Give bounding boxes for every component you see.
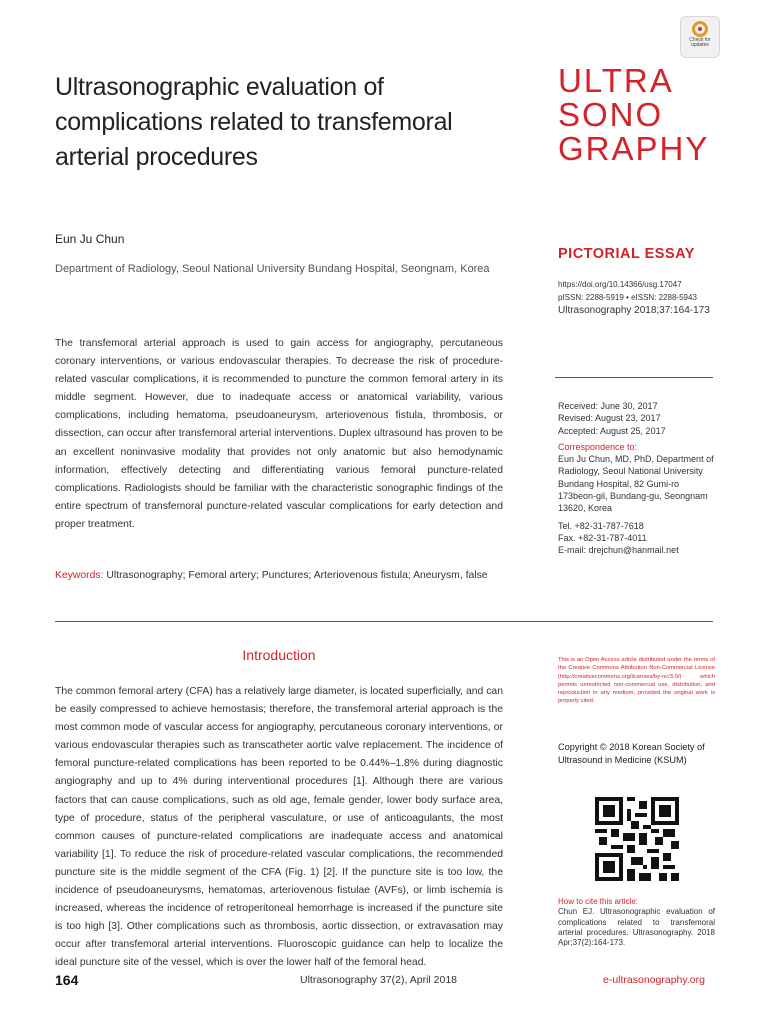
doi-block xyxy=(558,278,697,304)
keywords-label: Keywords: xyxy=(55,570,104,581)
divider-main xyxy=(55,621,713,622)
article-type: PICTORIAL ESSAY xyxy=(558,246,695,262)
introduction-body: The common femoral artery (CFA) has a relatively large diameter, is located superficially, and can be easily compressed to achieve hemostasis; therefore, the transfemoral arterial approach is the most common mode of vascular access for angiography, percutaneous coronary interventions, or various endovascular therapies such as transcatheter aortic valve replacement. The incidence of femoral puncture-related complications has been reported to be 0.44%–1.8% during diagnostic angiography and up to 4% during interventional procedures [1]. Although there are various factors that can cause complications, such as old age, female gender, lower body surface area, type of procedure, status of the peripheral vasculature, or use of anticoagulants, the most common causes of puncture-related complications are inadequate access and anatomical variability [1]. To reduce the risk of procedure-related vascular complications, the recommended puncture site is the middle segment of the CFA (Fig. 1) [2]. If the puncture site is too low, the incidence of pseudoaneurysms, hematomas, arteriovenous fistulae (AVFs), or limb ischemia is increased, whereas the incidence of retroperitoneal hemorrhage is increased if the puncture site is too high [3]. Other complications such as thrombosis, aortic dissection, or extravasation may occur after transfemoral arterial interventions. Fluoroscopic guidance can help to localize the ideal puncture site of the vessel, which is over the lower half of the femoral head. xyxy=(55,686,503,969)
correspondence-address: Eun Ju Chun, MD, PhD, Department of Radiology, Seoul National University Bundang Hospital, 82 Gumi-ro 173beon-gil, Bundang-gu, Seongnam 13620, Korea xyxy=(558,454,714,514)
logo-line-2: SONO xyxy=(558,96,664,133)
section-heading-introduction: Introduction xyxy=(242,647,316,663)
correspondence-fax: Fax. +82-31-787-4011 xyxy=(558,532,647,543)
correspondence-label: Correspondence to: xyxy=(558,441,638,452)
doi-link[interactable]: https://doi.org/10.14366/usg.17047 xyxy=(558,280,682,289)
article-history xyxy=(558,400,718,557)
article-title: Ultrasonographic evaluation of complications related to transfemoral arterial procedures xyxy=(55,73,453,171)
logo-line-1: ULTRA xyxy=(558,62,674,99)
received-date: Received: June 30, 2017 xyxy=(558,401,658,411)
qr-code[interactable] xyxy=(595,797,679,881)
journal-logo xyxy=(558,64,758,166)
revised-date: Revised: August 23, 2017 xyxy=(558,413,661,424)
footer-journal: Ultrasonography 37(2), April 2018 xyxy=(300,974,458,986)
keywords xyxy=(55,570,515,581)
affiliation: Department of Radiology, Seoul National University Bundang Hospital, Seongnam, Korea xyxy=(55,263,490,275)
badge-line-2: updates xyxy=(691,42,709,48)
cite-label: How to cite this article: xyxy=(558,897,639,906)
badge-label xyxy=(681,38,719,48)
accepted-date: Accepted: August 25, 2017 xyxy=(558,425,666,436)
footer-website-link[interactable]: e-ultrasonography.org xyxy=(603,974,705,986)
logo-line-3: GRAPHY xyxy=(558,130,710,167)
crossmark-icon xyxy=(692,21,708,37)
keywords-text: Ultrasonography; Femoral artery; Punctures; Arteriovenous fistula; Aneurysm, false xyxy=(103,570,488,581)
badge-line-1: Check for xyxy=(689,37,711,43)
author-name: Eun Ju Chun xyxy=(55,232,125,246)
page-number: 164 xyxy=(55,972,79,988)
correspondence-email[interactable]: E-mail: drejchun@hanmail.net xyxy=(558,545,679,556)
issn: pISSN: 2288-5919 • eISSN: 2288-5943 xyxy=(558,293,697,302)
divider-top-right xyxy=(555,377,713,378)
abstract: The transfemoral arterial approach is used to gain access for angiography, percutaneous coronary interventions, or various endovascular therapies. To decrease the risk of procedure-related vascular complications, it is recommended to puncture the common femoral artery in its middle segment. However, due to inadequate access or anatomical variability, various complications, including hematoma, pseudoaneurysm, arteriovenous fistula, thrombosis, or dissection, can occur after transfemoral arterial interventions. Duplex ultrasound has proven to be an excellent noninvasive modality that provides not only anatomic but also hemodynamic information, effectively detecting and differentiating various femoral puncture-related complications. Radiologists should be familiar with the characteristic sonographic findings of the entire spectrum of transfemoral puncture-related vascular complications for early detection and proper treatment. xyxy=(55,338,503,530)
journal-citation: Ultrasonography 2018;37:164-173 xyxy=(558,305,710,316)
how-to-cite xyxy=(558,897,715,948)
check-for-updates-icon[interactable] xyxy=(680,16,720,58)
correspondence-tel: Tel. +82-31-787-7618 xyxy=(558,520,644,531)
open-access-notice: This is an Open Access article distributed under the terms of the Creative Commons Attribution Non-Commercial License (http://creativecommons.org/licenses/by-nc/3.0/) which permits unrestricted non-commercial use, distribution, and reproduction in any medium, provided the original work is properly cited. xyxy=(558,657,715,705)
copyright: Copyright © 2018 Korean Society of Ultrasound in Medicine (KSUM) xyxy=(558,742,705,765)
cite-text: Chun EJ. Ultrasonographic evaluation of complications related to transfemoral arterial procedures. Ultrasonography. 2018 Apr;37(2):164-173. xyxy=(558,907,715,948)
